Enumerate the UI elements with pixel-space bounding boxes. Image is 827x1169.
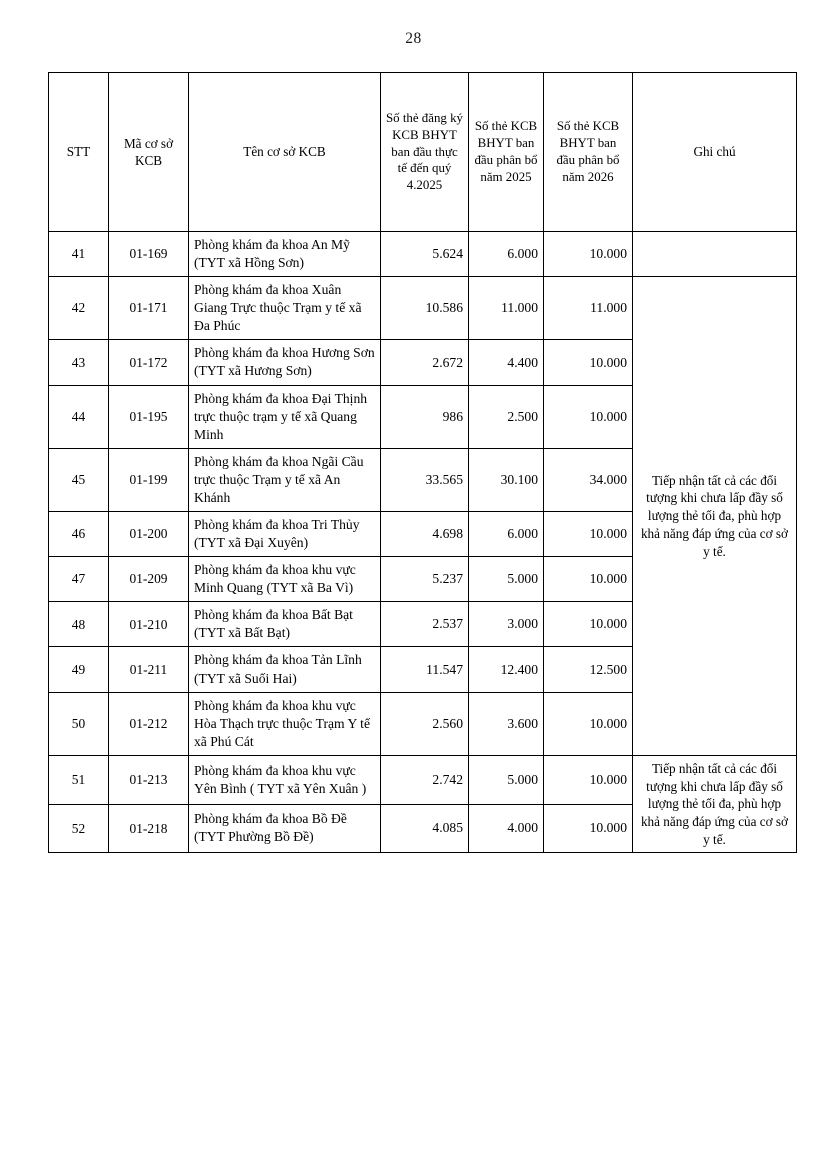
cell-facility-code: 01-211 — [109, 647, 189, 692]
cell-stt: 41 — [49, 232, 109, 277]
cell-allocated-cards-2026: 34.000 — [544, 448, 633, 511]
table-row — [49, 755, 797, 804]
cell-allocated-cards-2025: 30.100 — [469, 448, 544, 511]
kcb-facility-table — [48, 72, 797, 853]
cell-facility-code: 01-199 — [109, 448, 189, 511]
table-body — [49, 232, 797, 853]
cell-allocated-cards-2026: 12.500 — [544, 647, 633, 692]
cell-facility-name: Phòng khám đa khoa Hương Sơn (TYT xã Hương Sơn) — [189, 340, 381, 385]
cell-allocated-cards-2026: 10.000 — [544, 232, 633, 277]
cell-facility-code: 01-209 — [109, 557, 189, 602]
cell-allocated-cards-2026: 10.000 — [544, 557, 633, 602]
cell-stt: 47 — [49, 557, 109, 602]
cell-stt: 42 — [49, 277, 109, 340]
cell-notes: Tiếp nhận tất cả các đối tượng khi chưa lấp đầy số lượng thẻ tối đa, phù hợp khả năng đáp ứng của cơ sở y tế. — [633, 277, 797, 756]
cell-facility-name: Phòng khám đa khoa An Mỹ (TYT xã Hồng Sơn) — [189, 232, 381, 277]
column-header-facility-code: Mã cơ sở KCB — [109, 73, 189, 232]
cell-allocated-cards-2025: 5.000 — [469, 557, 544, 602]
cell-registered-cards-actual-q4-2025: 4.698 — [381, 512, 469, 557]
column-header-allocated-cards-2026: Số thẻ KCB BHYT ban đầu phân bổ năm 2026 — [544, 73, 633, 232]
cell-registered-cards-actual-q4-2025: 5.624 — [381, 232, 469, 277]
cell-allocated-cards-2026: 10.000 — [544, 385, 633, 448]
cell-stt: 50 — [49, 692, 109, 755]
cell-stt: 49 — [49, 647, 109, 692]
cell-notes: Tiếp nhận tất cả các đối tượng khi chưa lấp đầy số lượng thẻ tối đa, phù hợp khả năng đáp ứng của cơ sở y tế. — [633, 755, 797, 852]
cell-allocated-cards-2025: 12.400 — [469, 647, 544, 692]
table-header — [49, 73, 797, 232]
cell-allocated-cards-2026: 10.000 — [544, 804, 633, 853]
cell-stt: 43 — [49, 340, 109, 385]
cell-stt: 48 — [49, 602, 109, 647]
table-row — [49, 232, 797, 277]
table-header-row — [49, 73, 797, 232]
cell-allocated-cards-2025: 2.500 — [469, 385, 544, 448]
column-header-registered-cards-actual-q4-2025: Số thẻ đăng ký KCB BHYT ban đầu thực tế đến quý 4.2025 — [381, 73, 469, 232]
cell-allocated-cards-2025: 4.400 — [469, 340, 544, 385]
cell-allocated-cards-2025: 3.600 — [469, 692, 544, 755]
cell-stt: 51 — [49, 755, 109, 804]
cell-facility-name: Phòng khám đa khoa khu vực Hòa Thạch trực thuộc Trạm Y tế xã Phú Cát — [189, 692, 381, 755]
cell-registered-cards-actual-q4-2025: 4.085 — [381, 804, 469, 853]
cell-allocated-cards-2025: 3.000 — [469, 602, 544, 647]
column-header-facility-name: Tên cơ sở KCB — [189, 73, 381, 232]
cell-allocated-cards-2025: 4.000 — [469, 804, 544, 853]
cell-facility-name: Phòng khám đa khoa Xuân Giang Trực thuộc Trạm y tế xã Đa Phúc — [189, 277, 381, 340]
column-header-notes: Ghi chú — [633, 73, 797, 232]
cell-stt: 44 — [49, 385, 109, 448]
cell-facility-name: Phòng khám đa khoa Tản Lĩnh (TYT xã Suối Hai) — [189, 647, 381, 692]
cell-registered-cards-actual-q4-2025: 2.537 — [381, 602, 469, 647]
cell-registered-cards-actual-q4-2025: 986 — [381, 385, 469, 448]
cell-facility-code: 01-212 — [109, 692, 189, 755]
cell-registered-cards-actual-q4-2025: 2.742 — [381, 755, 469, 804]
cell-facility-name: Phòng khám đa khoa Đại Thịnh trực thuộc trạm y tế xã Quang Minh — [189, 385, 381, 448]
cell-allocated-cards-2026: 10.000 — [544, 755, 633, 804]
cell-allocated-cards-2025: 6.000 — [469, 232, 544, 277]
cell-stt: 46 — [49, 512, 109, 557]
cell-facility-name: Phòng khám đa khoa Ngãi Cầu trực thuộc Trạm y tế xã An Khánh — [189, 448, 381, 511]
cell-allocated-cards-2025: 11.000 — [469, 277, 544, 340]
cell-registered-cards-actual-q4-2025: 11.547 — [381, 647, 469, 692]
cell-allocated-cards-2025: 5.000 — [469, 755, 544, 804]
cell-registered-cards-actual-q4-2025: 10.586 — [381, 277, 469, 340]
cell-facility-code: 01-195 — [109, 385, 189, 448]
cell-facility-code: 01-200 — [109, 512, 189, 557]
page-number: 28 — [405, 30, 422, 47]
cell-facility-code: 01-210 — [109, 602, 189, 647]
cell-allocated-cards-2025: 6.000 — [469, 512, 544, 557]
column-header-stt: STT — [49, 73, 109, 232]
cell-facility-name: Phòng khám đa khoa Bất Bạt (TYT xã Bất Bạt) — [189, 602, 381, 647]
cell-facility-code: 01-171 — [109, 277, 189, 340]
cell-registered-cards-actual-q4-2025: 33.565 — [381, 448, 469, 511]
cell-facility-name: Phòng khám đa khoa Tri Thủy (TYT xã Đại Xuyên) — [189, 512, 381, 557]
cell-registered-cards-actual-q4-2025: 2.560 — [381, 692, 469, 755]
cell-facility-name: Phòng khám đa khoa khu vực Yên Bình ( TYT xã Yên Xuân ) — [189, 755, 381, 804]
kcb-table-container — [48, 72, 796, 853]
cell-stt: 45 — [49, 448, 109, 511]
cell-facility-name: Phòng khám đa khoa khu vực Minh Quang (TYT xã Ba Vì) — [189, 557, 381, 602]
cell-facility-name: Phòng khám đa khoa Bồ Đề (TYT Phường Bồ Đề) — [189, 804, 381, 853]
cell-facility-code: 01-169 — [109, 232, 189, 277]
cell-registered-cards-actual-q4-2025: 2.672 — [381, 340, 469, 385]
cell-facility-code: 01-213 — [109, 755, 189, 804]
cell-allocated-cards-2026: 11.000 — [544, 277, 633, 340]
cell-allocated-cards-2026: 10.000 — [544, 692, 633, 755]
cell-notes — [633, 232, 797, 277]
cell-stt: 52 — [49, 804, 109, 853]
cell-allocated-cards-2026: 10.000 — [544, 512, 633, 557]
column-header-allocated-cards-2025: Số thẻ KCB BHYT ban đầu phân bổ năm 2025 — [469, 73, 544, 232]
cell-facility-code: 01-172 — [109, 340, 189, 385]
cell-allocated-cards-2026: 10.000 — [544, 340, 633, 385]
cell-registered-cards-actual-q4-2025: 5.237 — [381, 557, 469, 602]
cell-allocated-cards-2026: 10.000 — [544, 602, 633, 647]
table-row — [49, 277, 797, 340]
cell-facility-code: 01-218 — [109, 804, 189, 853]
